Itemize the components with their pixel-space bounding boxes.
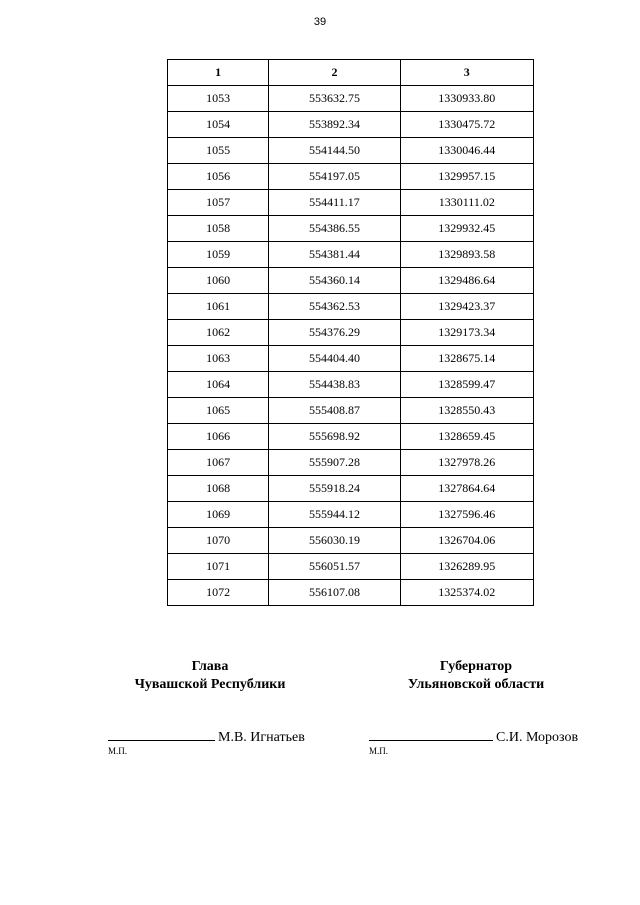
column-header-3: 3: [400, 60, 533, 86]
table-cell-col-2: 555918.24: [269, 476, 400, 502]
table-cell-col-2: 554381.44: [269, 242, 400, 268]
table-cell-col-1: 1058: [168, 216, 269, 242]
table-cell-col-1: 1062: [168, 320, 269, 346]
table-row: [168, 580, 534, 606]
table-cell-col-2: 554404.40: [269, 346, 400, 372]
table-cell-col-3: 1329957.15: [400, 164, 533, 190]
signatory-right-name: С.И. Морозов: [496, 730, 579, 745]
table-row: [168, 528, 534, 554]
table-cell-col-2: 556107.08: [269, 580, 400, 606]
table-row: [168, 398, 534, 424]
table-row: [168, 242, 534, 268]
table-cell-col-2: 554376.29: [269, 320, 400, 346]
table-cell-col-1: 1059: [168, 242, 269, 268]
table-cell-col-3: 1328550.43: [400, 398, 533, 424]
table-cell-col-1: 1064: [168, 372, 269, 398]
table-cell-col-3: 1330046.44: [400, 138, 533, 164]
table-cell-col-3: 1328599.47: [400, 372, 533, 398]
table-cell-col-1: 1070: [168, 528, 269, 554]
table-cell-col-3: 1328675.14: [400, 346, 533, 372]
table-cell-col-3: 1329486.64: [400, 268, 533, 294]
signature-line-left: [108, 728, 305, 746]
signatory-right-position: Губернатор: [439, 659, 513, 674]
signature-blank-left: [108, 728, 215, 741]
table-cell-col-3: 1329932.45: [400, 216, 533, 242]
table-cell-col-3: 1330111.02: [400, 190, 533, 216]
stamp-place-right: М.П.: [369, 746, 389, 756]
table-row: [168, 138, 534, 164]
table-cell-col-3: 1327978.26: [400, 450, 533, 476]
table-cell-col-1: 1054: [168, 112, 269, 138]
page-number: 39: [313, 16, 327, 28]
signature-line-right: [369, 728, 578, 746]
table-cell-col-2: 555698.92: [269, 424, 400, 450]
table-cell-col-2: 553892.34: [269, 112, 400, 138]
table-cell-col-3: 1327596.46: [400, 502, 533, 528]
table-row: [168, 502, 534, 528]
table-cell-col-1: 1067: [168, 450, 269, 476]
table-cell-col-3: 1330475.72: [400, 112, 533, 138]
table-row: [168, 424, 534, 450]
table-row: [168, 294, 534, 320]
table-cell-col-2: 553632.75: [269, 86, 400, 112]
signatory-right-title: [376, 658, 576, 694]
table-row: [168, 86, 534, 112]
table-row: [168, 372, 534, 398]
stamp-place-left: М.П.: [108, 746, 128, 756]
table-row: [168, 112, 534, 138]
table-row: [168, 164, 534, 190]
signatory-left-region: Чувашской Республики: [134, 677, 286, 692]
table-cell-col-1: 1061: [168, 294, 269, 320]
table-row: [168, 268, 534, 294]
table-cell-col-3: 1328659.45: [400, 424, 533, 450]
table-cell-col-2: 554386.55: [269, 216, 400, 242]
coordinates-table: [167, 59, 534, 606]
table-row: [168, 320, 534, 346]
table-cell-col-1: 1055: [168, 138, 269, 164]
table-cell-col-1: 1072: [168, 580, 269, 606]
table-cell-col-3: 1329173.34: [400, 320, 533, 346]
signatory-left-title: [110, 658, 310, 694]
table-cell-col-1: 1065: [168, 398, 269, 424]
column-header-1: 1: [168, 60, 269, 86]
table-cell-col-2: 554438.83: [269, 372, 400, 398]
table-row: [168, 450, 534, 476]
table-cell-col-3: 1329423.37: [400, 294, 533, 320]
table-body: [168, 86, 534, 606]
signatory-left-position: Глава: [191, 659, 229, 674]
table-cell-col-2: 555907.28: [269, 450, 400, 476]
table-cell-col-3: 1329893.58: [400, 242, 533, 268]
table-cell-col-3: 1326704.06: [400, 528, 533, 554]
table-cell-col-1: 1066: [168, 424, 269, 450]
table-cell-col-3: 1326289.95: [400, 554, 533, 580]
table-row: [168, 346, 534, 372]
table-cell-col-2: 554362.53: [269, 294, 400, 320]
table-row: [168, 554, 534, 580]
table-cell-col-1: 1071: [168, 554, 269, 580]
table-cell-col-2: 556030.19: [269, 528, 400, 554]
table-cell-col-2: 554144.50: [269, 138, 400, 164]
table-cell-col-2: 555408.87: [269, 398, 400, 424]
table-cell-col-2: 554197.05: [269, 164, 400, 190]
table-cell-col-2: 556051.57: [269, 554, 400, 580]
signatory-left-name: М.В. Игнатьев: [218, 730, 305, 745]
table-cell-col-2: 554360.14: [269, 268, 400, 294]
signature-blank-right: [369, 728, 493, 741]
table-cell-col-1: 1068: [168, 476, 269, 502]
table-cell-col-1: 1060: [168, 268, 269, 294]
table-row: [168, 190, 534, 216]
table-cell-col-2: 555944.12: [269, 502, 400, 528]
table-row: [168, 476, 534, 502]
table-cell-col-2: 554411.17: [269, 190, 400, 216]
table-row: [168, 216, 534, 242]
table-cell-col-3: 1330933.80: [400, 86, 533, 112]
table-header-row: [168, 60, 534, 86]
table-cell-col-1: 1063: [168, 346, 269, 372]
table-cell-col-1: 1053: [168, 86, 269, 112]
table-cell-col-1: 1057: [168, 190, 269, 216]
table-cell-col-3: 1325374.02: [400, 580, 533, 606]
table-cell-col-1: 1069: [168, 502, 269, 528]
table-cell-col-1: 1056: [168, 164, 269, 190]
column-header-2: 2: [269, 60, 400, 86]
table-cell-col-3: 1327864.64: [400, 476, 533, 502]
signatory-right-region: Ульяновской области: [407, 677, 545, 692]
